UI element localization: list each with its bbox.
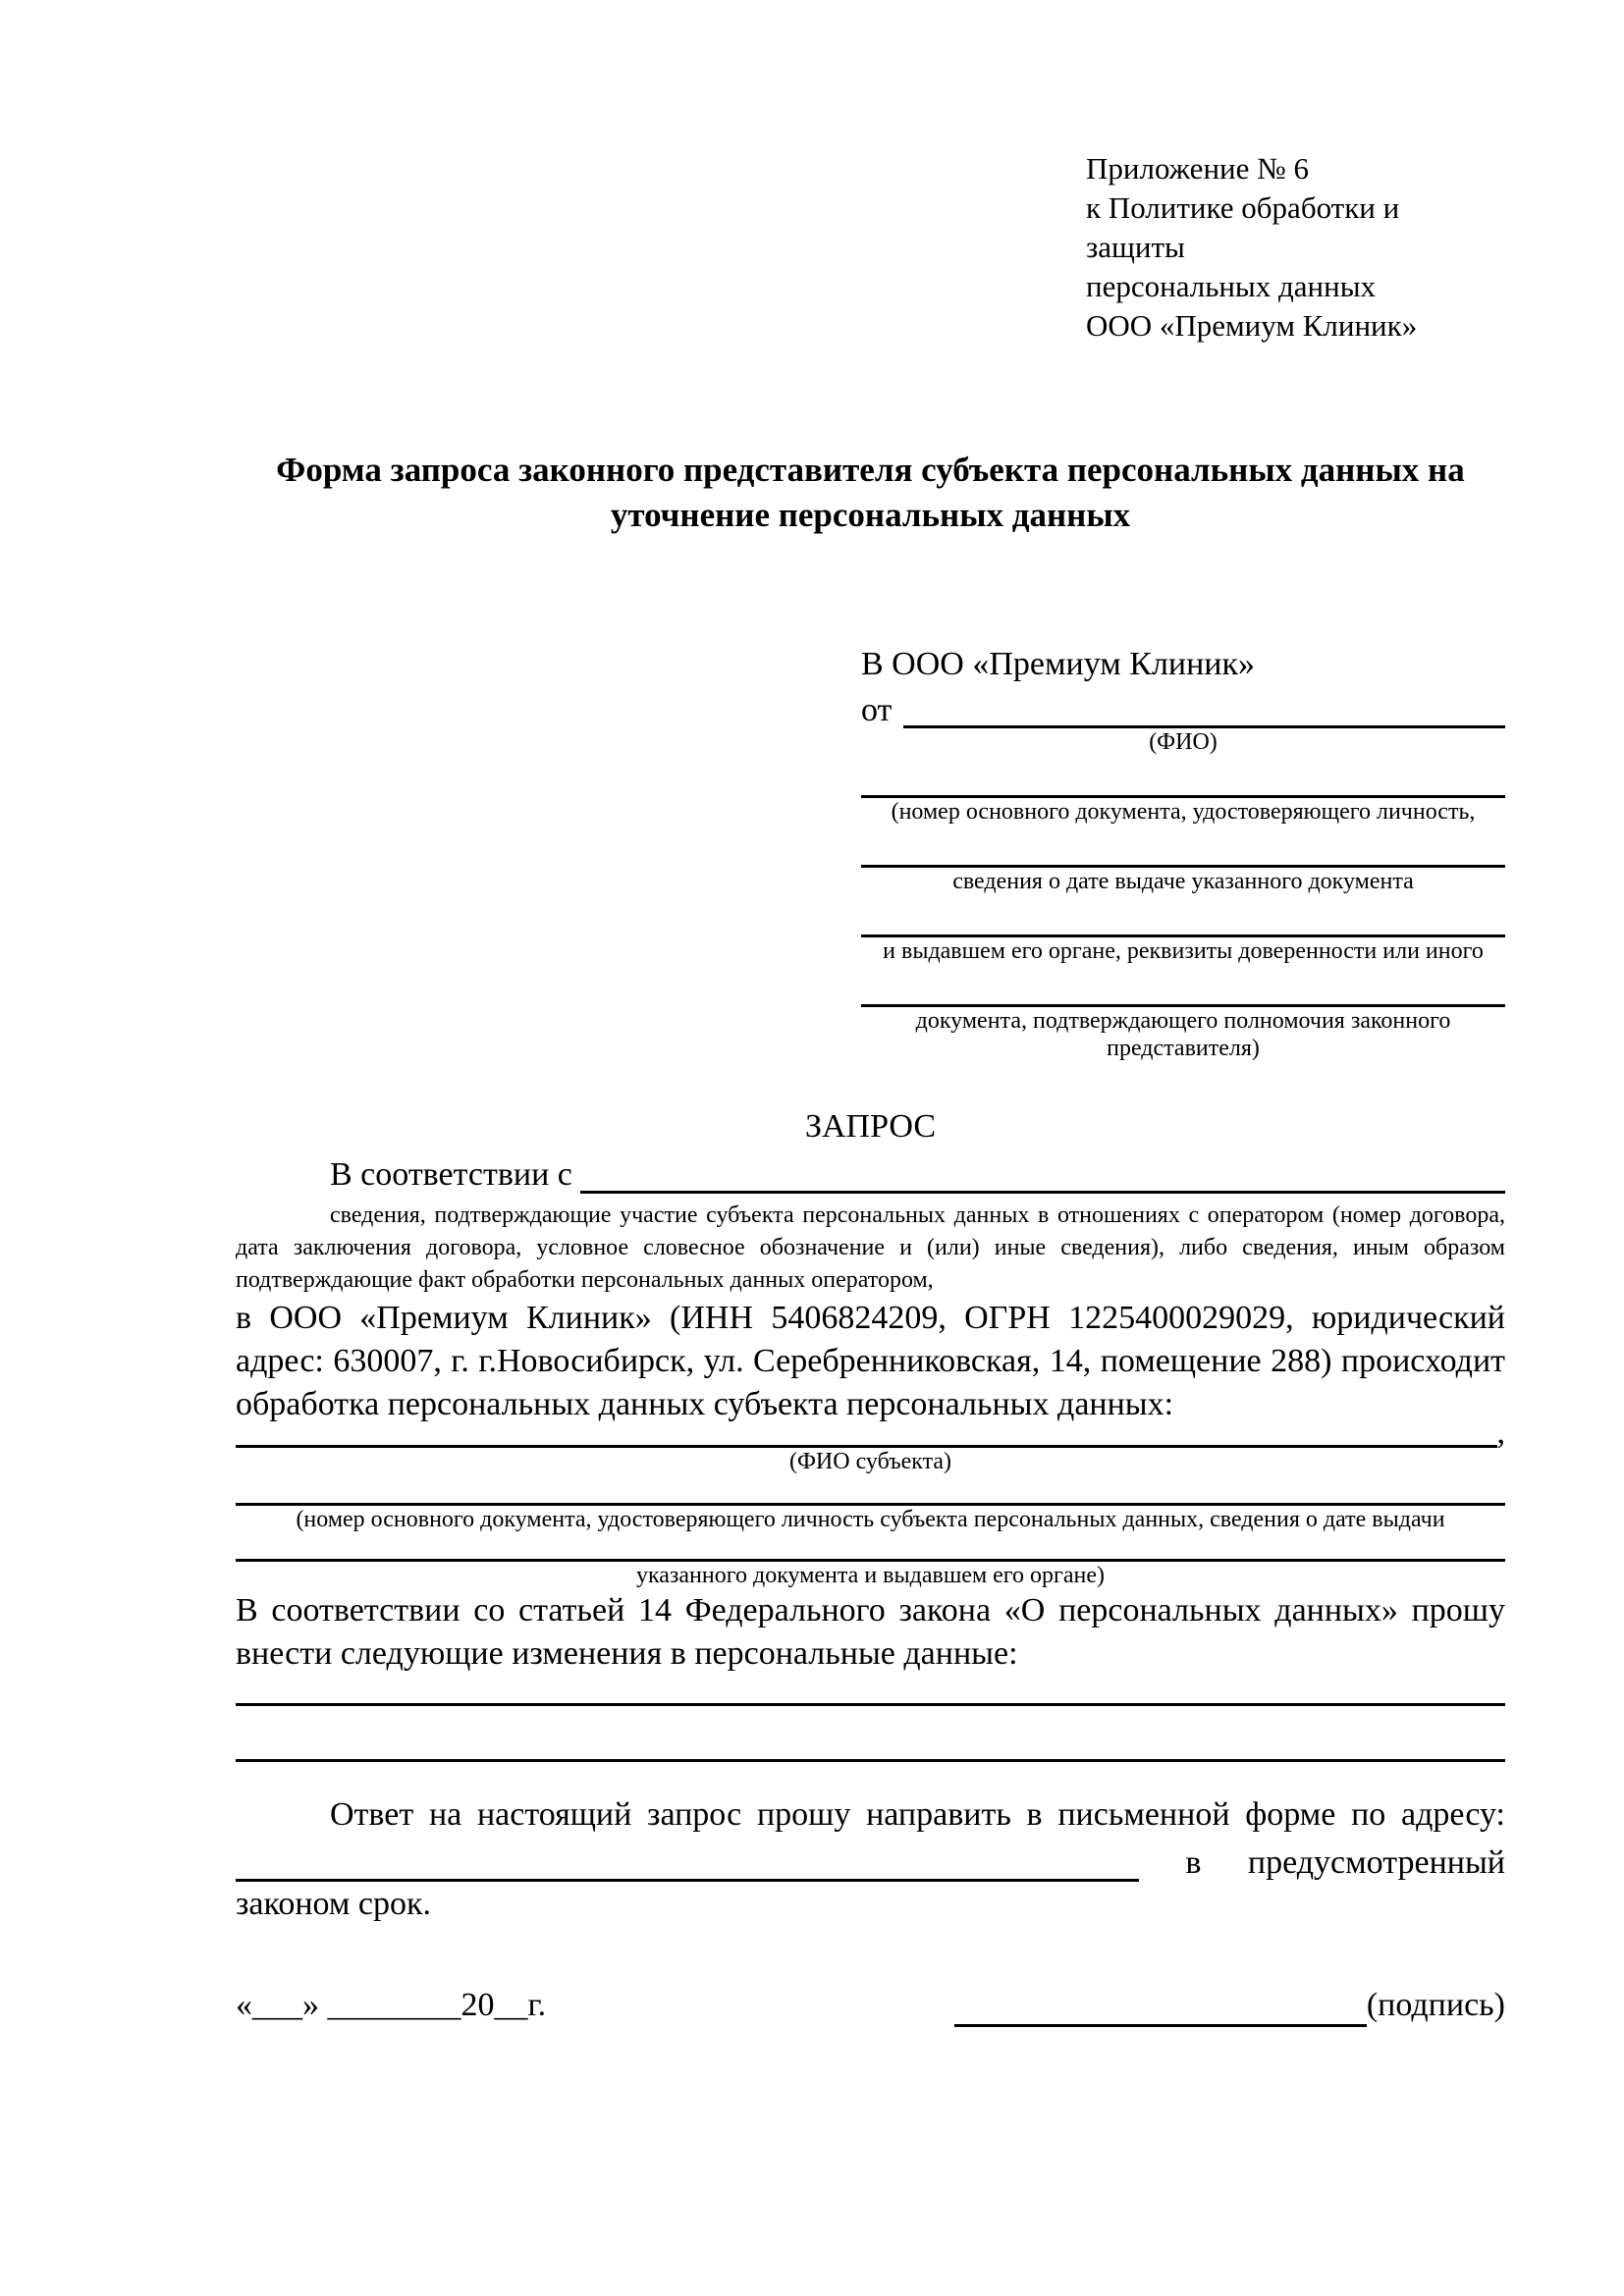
date-blank: «___» ________20__г. (236, 1987, 547, 2023)
write-in-line-changes-1 (236, 1676, 1505, 1706)
write-in-line-authority-doc (861, 965, 1505, 1007)
annex-header-line: к Политике обработки и защиты (1086, 190, 1400, 264)
caption-subject-fio: (ФИО субъекта) (788, 1449, 952, 1474)
subject-fio-row (236, 1415, 1505, 1451)
caption-issuer: и выдавшем его органе, реквизиты доверенности или иного (883, 938, 1484, 964)
trailing-comma: , (1496, 1415, 1505, 1451)
signature-group (954, 1984, 1505, 2027)
answer-line-2 (236, 1837, 1505, 1882)
caption-signature: (подпись) (1366, 1987, 1505, 2023)
operator-paragraph: в ООО «Премиум Клиник» (ИНН 5406824209, ОГРН 1225400029029, юридический адрес: 630007, г. г.Новосибирск, ул. Серебренниковская, 14, помещение 288) происходит обработка персональных данных субъекта персональных данных: (236, 1300, 1505, 1422)
addressee-to: В ООО «Премиум Клиник» (861, 646, 1256, 682)
write-in-line-issue-date (861, 826, 1505, 868)
from-row (861, 687, 1505, 728)
write-in-line-subject-doc (236, 1475, 1505, 1506)
write-in-line-issuer (861, 895, 1505, 937)
intro-caption: сведения, подтверждающие участие субъекта персональных данных в отношениях с оператором (номер договора, дата заключения договора, условное словесное обозначение и (или) иные сведения), либо сведения, иным образом подтверждающие факт обработки персональных данных оператором, (236, 1202, 1505, 1293)
from-label: от (861, 692, 893, 728)
annex-header (1086, 149, 1505, 346)
law-paragraph: В соответствии со статьей 14 Федерального закона «О персональных данных» прошу внести следующие изменения в персональные данные: (236, 1592, 1505, 1672)
document-title: Форма запроса законного представителя субъекта персональных данных на уточнение персональных данных (276, 451, 1465, 534)
intro-row (236, 1148, 1505, 1194)
caption-authority-doc: документа, подтверждающего полномочия законного представителя) (915, 1008, 1451, 1061)
request-heading: ЗАПРОС (804, 1108, 937, 1145)
answer-word-a: в (1185, 1844, 1202, 1881)
annex-header-line: Приложение № 6 (1086, 151, 1309, 186)
write-in-line-address (236, 1840, 1139, 1882)
write-in-line-changes-2 (236, 1706, 1505, 1762)
intro-label: В соответствии с (330, 1156, 581, 1193)
caption-subject-doc: (номер основного документа, удостоверяющего личность субъекта персональных данных, сведения о дате выдачи (296, 1507, 1445, 1532)
answer-line-3: законом срок. (236, 1886, 431, 1922)
write-in-line-basis (580, 1191, 1505, 1194)
write-in-line-signature (954, 1985, 1367, 2027)
answer-line-1: Ответ на настоящий запрос прошу направить в письменной форме по адресу: (330, 1796, 1505, 1833)
write-in-line-subject-issuer (236, 1533, 1505, 1562)
addressee-block (861, 642, 1505, 1062)
caption-doc-number: (номер основного документа, удостоверяющего личность, (891, 799, 1476, 825)
caption-subject-issuer: указанного документа и выдавшем его органе) (635, 1563, 1106, 1588)
annex-header-line: ООО «Премиум Клиник» (1086, 308, 1418, 343)
footer-row (236, 1984, 1505, 2027)
caption-issue-date: сведения о дате выдаче указанного документа (952, 869, 1414, 894)
answer-word-b: предусмотренный (1247, 1844, 1505, 1881)
caption-fio: (ФИО) (1149, 729, 1218, 755)
annex-header-line: персональных данных (1086, 269, 1377, 303)
write-in-line-doc-number (861, 756, 1505, 798)
